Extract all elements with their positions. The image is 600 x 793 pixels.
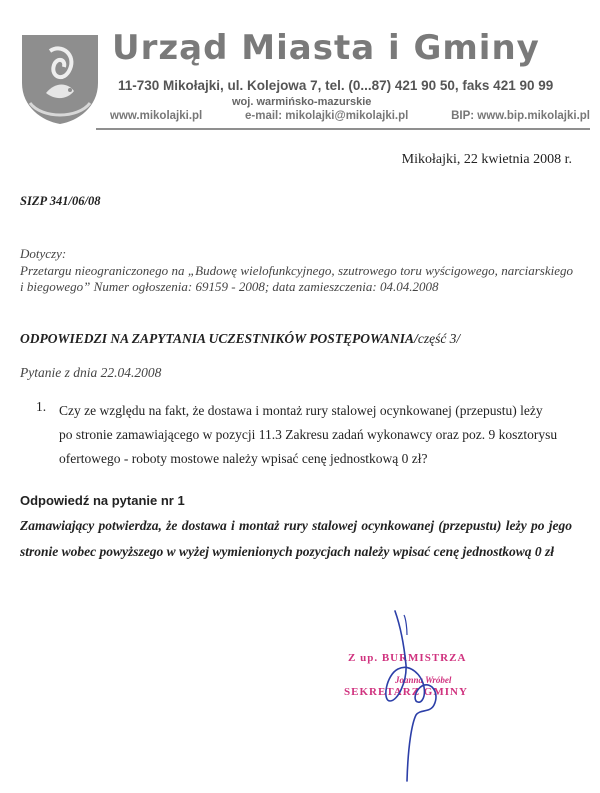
question-date: Pytanie z dnia 22.04.2008 — [20, 365, 162, 380]
letterhead-contacts — [110, 110, 590, 122]
reference-number: SIZP 341/06/08 — [20, 194, 101, 208]
stamp-line-2: Joanna Wróbel — [395, 675, 452, 685]
document-heading — [20, 331, 460, 347]
regarding-text: Przetargu nieograniczonego na „Budowę wielofunkcyjnego, szutrowego toru wyścigowego, narciarskiego i biegowego” Numer ogłoszenia: 69159 - 2008; data zamieszczenia: 04.04.2008 — [20, 263, 573, 294]
crest-icon — [20, 33, 100, 125]
heading-main: ODPOWIEDZI NA ZAPYTANIA UCZESTNIKÓW POSTĘPOWANIA/ — [20, 331, 418, 346]
letterhead-divider — [96, 128, 590, 130]
answer-text: Zamawiający potwierdza, że dostawa i montaż rury stalowej ocynkowanej (przepustu) leży po jego stronie wobec powyższego w wyżej wymienionych pozycjach należy wpisać cenę jednostkową 0 zł — [20, 518, 572, 559]
stamp-line-1: Z up. BURMISTRZA — [348, 652, 467, 664]
letterhead-address: 11-730 Mikołajki, ul. Kolejowa 7, tel. (0...87) 421 90 50, faks 421 90 99 — [118, 78, 554, 93]
document-date: Mikołajki, 22 kwietnia 2008 r. — [401, 152, 572, 167]
letterhead-website[interactable]: www.mikolajki.pl — [110, 110, 203, 122]
letterhead-bip[interactable]: BIP: www.bip.mikolajki.pl — [451, 110, 590, 122]
question-number: 1. — [36, 399, 47, 414]
heading-part: część 3/ — [417, 331, 461, 346]
answer-heading: Odpowiedź na pytanie nr 1 — [20, 493, 185, 508]
signature-icon — [360, 605, 460, 785]
letterhead-region: woj. warmińsko-mazurskie — [232, 96, 372, 108]
question-text: Czy ze względu na fakt, że dostawa i montaż rury stalowej ocynkowanej (przepustu) leży po stronie zamawiającego w pozycji 11.3 Zakresu zadań wykonawcy oraz poz. 9 kosztorysu ofertowego - roboty mostowe należy wpisać cenę jednostkową 0 zł? — [59, 403, 558, 466]
letterhead-email[interactable]: e-mail: mikolajki@mikolajki.pl — [245, 110, 409, 122]
letterhead-title: Urząd Miasta i Gminy — [112, 28, 540, 68]
regarding-label: Dotyczy: — [20, 246, 67, 261]
stamp-line-3: SEKRETARZ GMINY — [344, 686, 468, 698]
